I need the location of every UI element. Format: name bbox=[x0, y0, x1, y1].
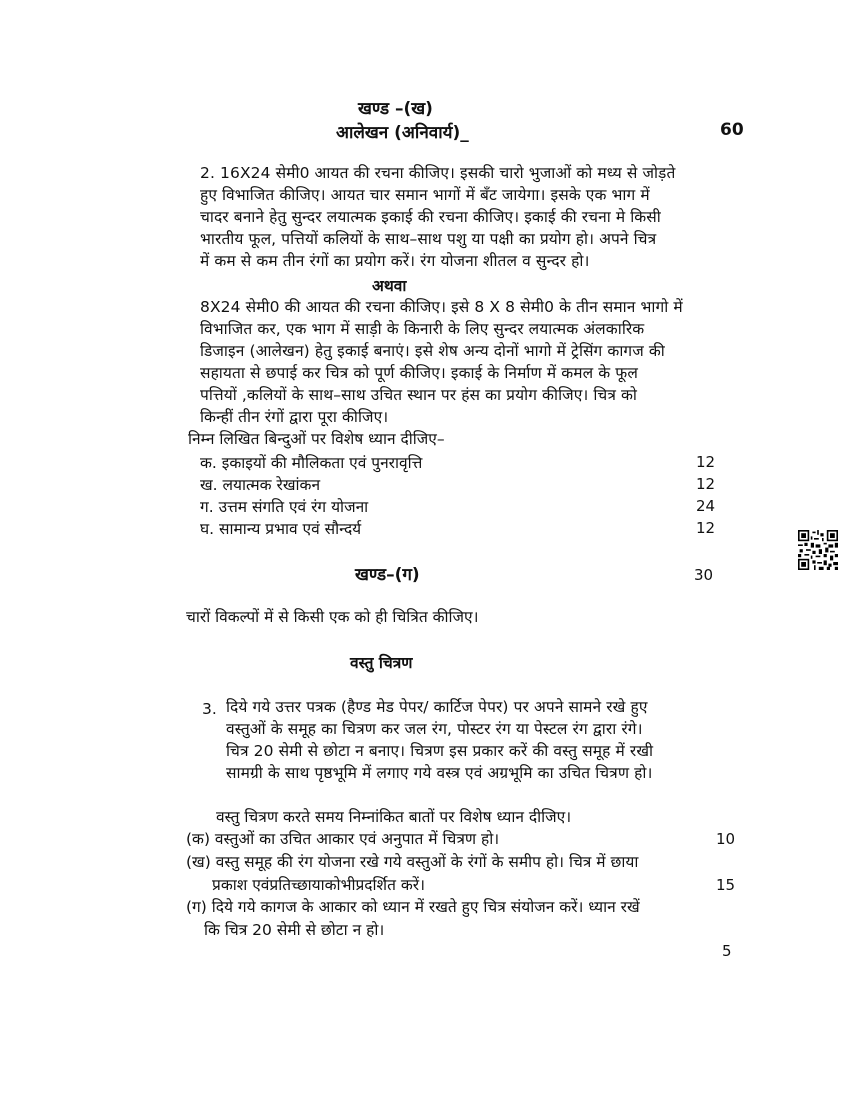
q3-item-k-marks: 10 bbox=[716, 830, 736, 848]
q2-alt-line: 8X24 सेमी0 की आयत की रचना कीजिए। इसे 8 X 8 सेमी0 के तीन समान भागो में bbox=[200, 298, 683, 316]
q2-line: में कम से कम तीन रंगों का प्रयोग करें। रंग योजना शीतल व सुन्दर हो। bbox=[200, 252, 590, 270]
q3-item-k: (क) वस्तुओं का उचित आकार एवं अनुपात में चित्रण हो। bbox=[186, 830, 500, 848]
q3-line: वस्तुओं के समूह का चित्रण कर जल रंग, पोस्टर रंग या पेस्टल रंग द्वारा रंगे। bbox=[226, 720, 643, 738]
q2-alt-paragraph bbox=[200, 296, 740, 428]
q2-paragraph bbox=[200, 162, 740, 272]
section-b-heading: खण्ड –(ख) bbox=[358, 99, 433, 119]
q3-criteria-intro: वस्तु चित्रण करते समय निम्नांकित बातों पर विशेष ध्यान दीजिए। bbox=[216, 808, 572, 826]
q2-line: भारतीय फूल, पत्तियों कलियों के साथ–साथ पशु या पक्षी का प्रयोग हो। अपने चित्र bbox=[200, 230, 657, 248]
section-c-total-marks: 30 bbox=[694, 566, 714, 584]
section-c-topic: वस्तु चित्रण bbox=[350, 654, 413, 672]
or-label: अथवा bbox=[372, 277, 407, 295]
q3-item-kh-line1: (ख) वस्तु समूह की रंग योजना रखे गये वस्तुओं के रंगों के समीप हो। चित्र में छाया bbox=[186, 853, 639, 871]
q2-criterion-label: ग. उत्तम संगति एवं रंग योजना bbox=[200, 498, 369, 516]
q3-number: 3. bbox=[202, 700, 217, 718]
section-b-subheading: आलेखन (अनिवार्य)_ bbox=[336, 123, 469, 143]
q2-criterion-label: घ. सामान्य प्रभाव एवं सौन्दर्य bbox=[200, 520, 362, 538]
q2-criteria-intro: निम्न लिखित बिन्दुओं पर विशेष ध्यान दीजिए– bbox=[188, 430, 445, 448]
q3-line: चित्र 20 सेमी से छोटा न बनाए। चित्रण इस प्रकार करें की वस्तु समूह में रखी bbox=[226, 742, 654, 760]
section-c-heading: खण्ड–(ग) bbox=[355, 565, 420, 585]
q2-criterion-marks: 12 bbox=[696, 475, 716, 493]
qr-code-icon bbox=[798, 530, 838, 570]
q2-alt-line: किन्हीं तीन रंगों द्वारा पूरा कीजिए। bbox=[200, 408, 389, 426]
q2-alt-line: विभाजित कर, एक भाग में साड़ी के किनारी के लिए सुन्दर लयात्मक अंलकारिक bbox=[200, 320, 645, 338]
q3-item-kh-marks: 15 bbox=[716, 876, 736, 894]
q3-item-g-marks: 5 bbox=[722, 942, 732, 960]
q3-item-kh-line2: प्रकाश एवंप्रतिच्छायाकोभीप्रदर्शित करें। bbox=[212, 876, 425, 894]
q3-item-g-line2: कि चित्र 20 सेमी से छोटा न हो। bbox=[204, 921, 385, 939]
section-b-total-marks: 60 bbox=[720, 120, 744, 140]
q2-alt-line: सहायता से छपाई कर चित्र को पूर्ण कीजिए। इकाई के निर्माण में कमल के फूल bbox=[200, 364, 638, 382]
q3-line: सामग्री के साथ पृष्ठभूमि में लगाए गये वस्त्र एवं अग्रभूमि का उचित चित्रण हो। bbox=[226, 764, 653, 782]
q2-criterion-label: ख. लयात्मक रेखांकन bbox=[200, 476, 321, 494]
q2-criterion-marks: 12 bbox=[696, 519, 716, 537]
q2-alt-line: डिजाइन (आलेखन) हेतु इकाई बनाएं। इसे शेष अन्य दोनों भागो में ट्रेसिंग कागज की bbox=[200, 342, 665, 360]
q2-line: हुए विभाजित कीजिए। आयत चार समान भागों में बँट जायेगा। इसके एक भाग में bbox=[200, 186, 650, 204]
q3-paragraph bbox=[226, 696, 746, 784]
q2-line: 2. 16X24 सेमी0 आयत की रचना कीजिए। इसकी चारो भुजाओं को मध्य से जोड़ते bbox=[200, 164, 676, 182]
q3-item-g-line1: (ग) दिये गये कागज के आकार को ध्यान में रखते हुए चित्र संयोजन करें। ध्यान रखें bbox=[186, 898, 640, 916]
q2-alt-line: पत्तियों ,कलियों के साथ–साथ उचित स्थान पर हंस का प्रयोग कीजिए। चित्र को bbox=[200, 386, 638, 404]
q2-criterion-marks: 24 bbox=[696, 497, 716, 515]
q2-line: चादर बनाने हेतु सुन्दर लयात्मक इकाई की रचना कीजिए। इकाई की रचना मे किसी bbox=[200, 208, 661, 226]
q2-criterion-label: क. इकाइयों की मौलिकता एवं पुनरावृत्ति bbox=[200, 454, 423, 472]
section-c-instruction: चारों विकल्पों में से किसी एक को ही चित्रित कीजिए। bbox=[186, 608, 479, 626]
q3-line: दिये गये उत्तर पत्रक (हैण्ड मेड पेपर/ कार्टिज पेपर) पर अपने सामने रखे हुए bbox=[226, 698, 648, 716]
q2-criterion-marks: 12 bbox=[696, 453, 716, 471]
